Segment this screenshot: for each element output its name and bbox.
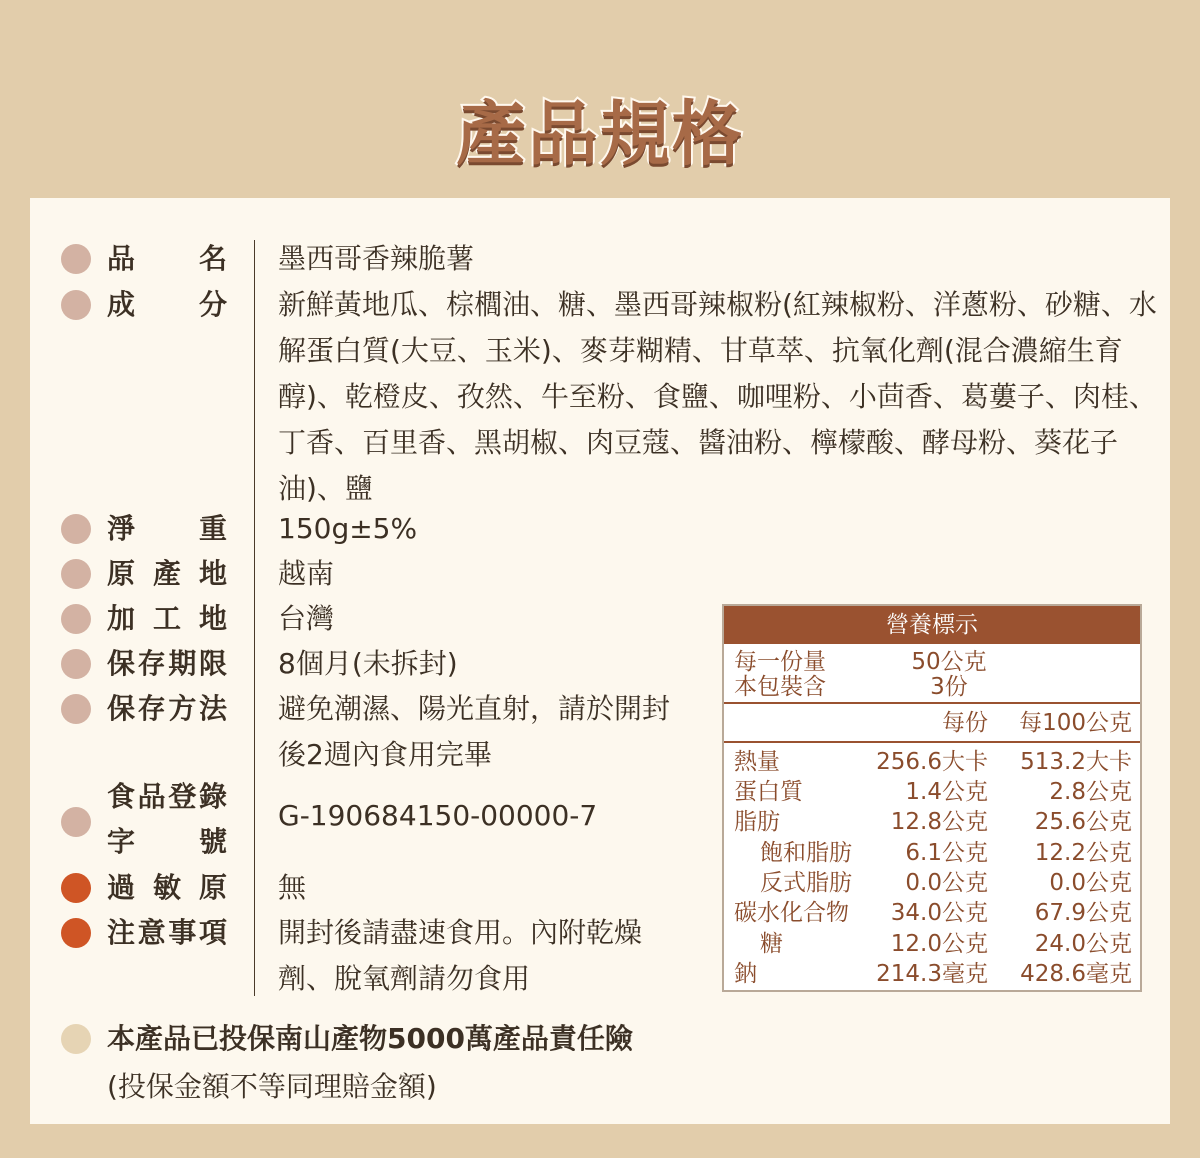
divider-line — [254, 240, 255, 996]
insurance-text: 本產品已投保南山產物5000萬產品責任險 — [107, 1022, 633, 1055]
spec-value: 無 — [278, 871, 307, 904]
nutrient-per-100g: 428.6毫克 — [1020, 961, 1132, 987]
nutrient-per-100g: 513.2大卡 — [1020, 749, 1132, 775]
spec-value: 墨西哥香辣脆薯 — [278, 242, 475, 275]
nutrient-name: 糖 — [760, 931, 783, 957]
spec-label: 品名 — [107, 242, 227, 275]
nutrient-name: 蛋白質 — [734, 779, 803, 805]
bullet-icon — [61, 1024, 91, 1054]
nutrient-per-100g: 2.8公克 — [1049, 779, 1132, 805]
insurance-note: (投保金額不等同理賠金額) — [107, 1070, 437, 1103]
spec-label: 加工地 — [107, 602, 227, 635]
nutrition-table — [722, 604, 1142, 992]
col-per-100g: 每100公克 — [1019, 710, 1132, 736]
spec-label: 注意事項 — [107, 916, 227, 949]
nutrient-per-serving: 0.0公克 — [905, 870, 988, 896]
spec-label-line1: 食品登錄 — [107, 780, 227, 813]
spec-value: 台灣 — [278, 602, 335, 635]
spec-value: 8個月(未拆封) — [278, 647, 458, 680]
nutrition-title: 營養標示 — [724, 606, 1140, 644]
nutrient-name: 鈉 — [734, 961, 757, 987]
bullet-icon — [61, 244, 91, 274]
nutrient-per-100g: 24.0公克 — [1034, 931, 1132, 957]
nutrient-per-serving: 6.1公克 — [905, 840, 988, 866]
nutrient-per-100g: 12.2公克 — [1034, 840, 1132, 866]
bullet-icon — [61, 604, 91, 634]
bullet-icon — [61, 694, 91, 724]
spec-value: 越南 — [278, 557, 335, 590]
spec-value: G-190684150-00000-7 — [278, 799, 598, 832]
nutrient-per-serving: 214.3毫克 — [876, 961, 988, 987]
spec-label: 過敏原 — [107, 871, 227, 904]
pack-value: 3份 — [930, 674, 968, 700]
bullet-icon — [61, 807, 91, 837]
spec-label: 淨重 — [107, 512, 227, 545]
nutrient-name: 脂肪 — [734, 809, 780, 835]
nutrient-per-serving: 34.0公克 — [890, 900, 988, 926]
serving-value: 50公克 — [911, 649, 987, 675]
nutrient-per-100g: 0.0公克 — [1049, 870, 1132, 896]
spec-label: 成分 — [107, 288, 227, 321]
bullet-icon — [61, 514, 91, 544]
nutrient-name: 碳水化合物 — [734, 900, 849, 926]
alert-bullet-icon — [61, 873, 91, 903]
col-per-serving: 每份 — [942, 710, 988, 736]
nutrient-name: 反式脂肪 — [760, 870, 852, 896]
spec-value: 新鮮黃地瓜、棕櫚油、糖、墨西哥辣椒粉(紅辣椒粉、洋蔥粉、砂糖、水解蛋白質(大豆、玉米)、麥芽糊精、甘草萃、抗氧化劑(混合濃縮生育醇)、乾橙皮、孜然、牛至粉、食鹽、咖哩粉、小茴香、葛蔞子、肉桂、丁香、百里香、黑胡椒、肉豆蔻、醬油粉、檸檬酸、酵母粉、葵花子油)、鹽 — [278, 288, 1157, 505]
table-divider — [724, 741, 1140, 743]
bullet-icon — [61, 290, 91, 320]
table-divider — [724, 702, 1140, 704]
bullet-icon — [61, 649, 91, 679]
spec-label: 原產地 — [107, 557, 227, 590]
spec-value: 150g±5% — [278, 512, 418, 545]
nutrient-per-serving: 12.8公克 — [890, 809, 988, 835]
spec-label: 保存期限 — [107, 647, 227, 680]
nutrient-per-100g: 25.6公克 — [1034, 809, 1132, 835]
bullet-icon — [61, 559, 91, 589]
pack-label: 本包裝含 — [734, 674, 826, 700]
page-title: 產品規格 — [456, 93, 744, 175]
nutrient-per-serving: 1.4公克 — [905, 779, 988, 805]
serving-label: 每一份量 — [734, 649, 826, 675]
nutrient-name: 熱量 — [734, 749, 780, 775]
nutrient-per-serving: 12.0公克 — [890, 931, 988, 957]
nutrient-per-100g: 67.9公克 — [1034, 900, 1132, 926]
spec-label: 保存方法 — [107, 692, 227, 725]
spec-value: 避免潮濕、陽光直射，請於開封後2週內食用完畢 — [278, 692, 671, 771]
nutrient-name: 飽和脂肪 — [760, 840, 852, 866]
alert-bullet-icon — [61, 918, 91, 948]
spec-label-line2: 字號 — [107, 825, 227, 858]
spec-value: 開封後請盡速食用。內附乾燥劑、脫氧劑請勿食用 — [278, 916, 643, 995]
nutrient-per-serving: 256.6大卡 — [876, 749, 988, 775]
